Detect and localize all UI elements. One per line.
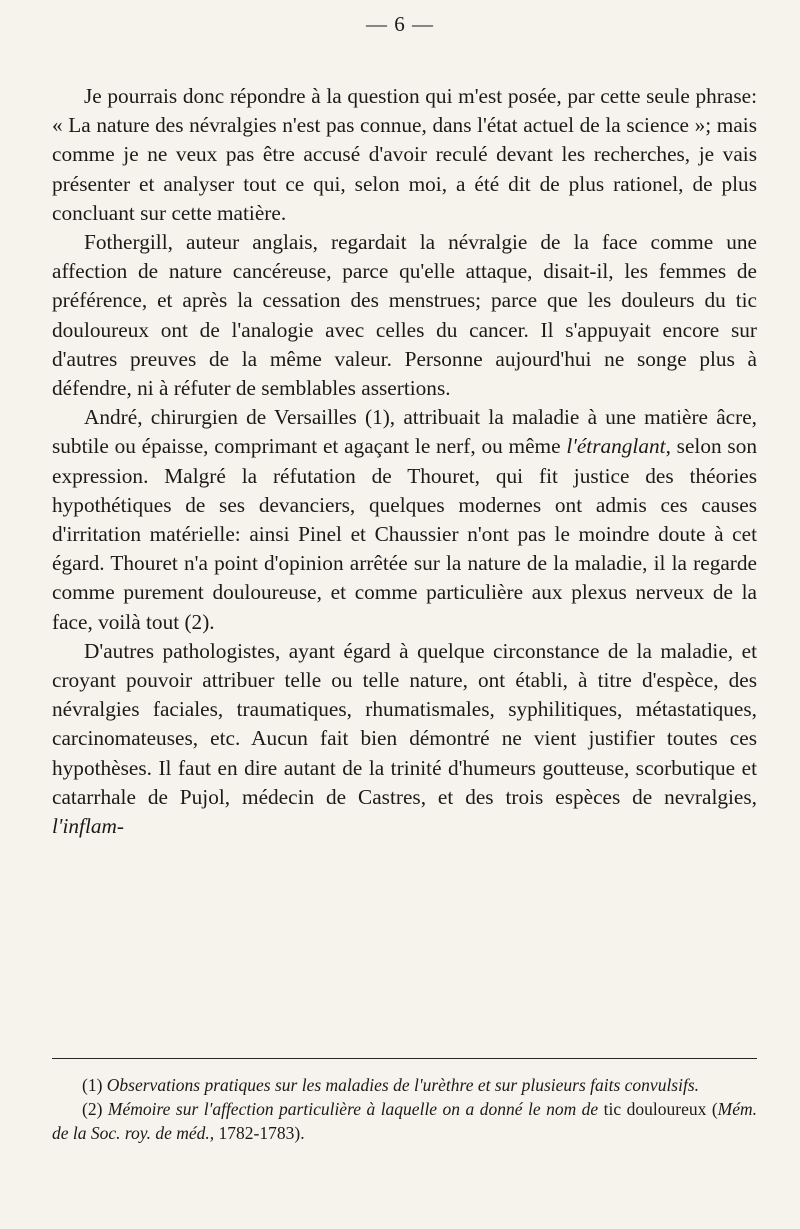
paragraph-3 (52, 403, 757, 637)
footnote-1-title: Observations pratiques sur les maladies de l'urèthre et sur plusieurs faits convulsifs. (106, 1075, 700, 1095)
footnote-2-source: Mém. de la Soc. roy. de méd., (52, 1099, 758, 1143)
paragraph-4-text: D'autres pathologistes, ayant égard à quelque circonstance de la maladie, et croyant pouvoir attribuer telle ou telle nature, ont établi, à titre d'espèce, des névralgies faciales, traumatiques, rhumatismales, syphilitiques, métastatiques, carcinomateuses, etc. Aucun fait bien démontré ne vient justifier toutes ces hypothèses. Il faut en dire autant de la trinité d'humeurs goutteuse, scorbutique et catarrhale de Pujol, médecin de Castres, et des trois espèces de nevralgies, (52, 638, 757, 809)
paragraph-3-emphasis: l'étranglant (566, 434, 666, 459)
footnote-2-text-a: tic douloureux ( (598, 1099, 718, 1119)
footnote-2-marker: (2) (82, 1099, 108, 1119)
paragraph-3-text-b: , selon son expression. Malgré la réfutation de Thouret, qui fit justice des théories hypothétiques de ses devanciers, quelques modernes ont admis ces causes d'irritation matérielle: ainsi Pinel et Chaussier n'ont pas le moindre doute à cet égard. Thouret n'a point d'opinion arrêtée sur la nature de la maladie, il la regarde comme purement douloureuse, et comme particulière aux plexus nerveux de la face, voilà tout (2). (52, 434, 758, 634)
paragraph-4 (52, 637, 757, 841)
main-text (52, 82, 757, 841)
footnote-divider (52, 1058, 757, 1059)
footnote-1 (52, 1073, 757, 1097)
footnote-2-title: Mémoire sur l'affection particulière à laquelle on a donné le nom de (107, 1099, 599, 1119)
footnote-2 (52, 1097, 757, 1145)
paragraph-4-emphasis: l'inflam- (52, 814, 124, 839)
footnote-2-text-b: 1782-1783). (214, 1123, 305, 1143)
paragraph-1: Je pourrais donc répondre à la question qui m'est posée, par cette seule phrase: « La nature des névralgies n'est pas connue, dans l'état actuel de la science »; mais comme je ne veux pas être accusé d'avoir reculé devant les recherches, je vais présenter et analyser tout ce qui, selon moi, a été dit de plus rationel, de plus concluant sur cette matière. (52, 84, 757, 225)
paragraph-3-text-a: André, chirurgien de Versailles (1), attribuait la maladie à une matière âcre, subtile ou épaisse, comprimant et agaçant le nerf, ou même (52, 405, 757, 459)
footnotes (52, 1073, 757, 1145)
paragraph-2: Fothergill, auteur anglais, regardait la névralgie de la face comme une affection de nature cancéreuse, parce qu'elle attaque, disait-il, les femmes de préférence, et après la cessation des menstrues; parce que les douleurs du tic douloureux ont de l'analogie avec celles du cancer. Il s'appuyait encore sur d'autres preuves de la même valeur. Personne aujourd'hui ne songe plus à défendre, ni à réfuter de semblables assertions. (52, 230, 757, 401)
page-number: — 6 — (366, 12, 434, 36)
footnote-1-marker: (1) (82, 1075, 107, 1095)
